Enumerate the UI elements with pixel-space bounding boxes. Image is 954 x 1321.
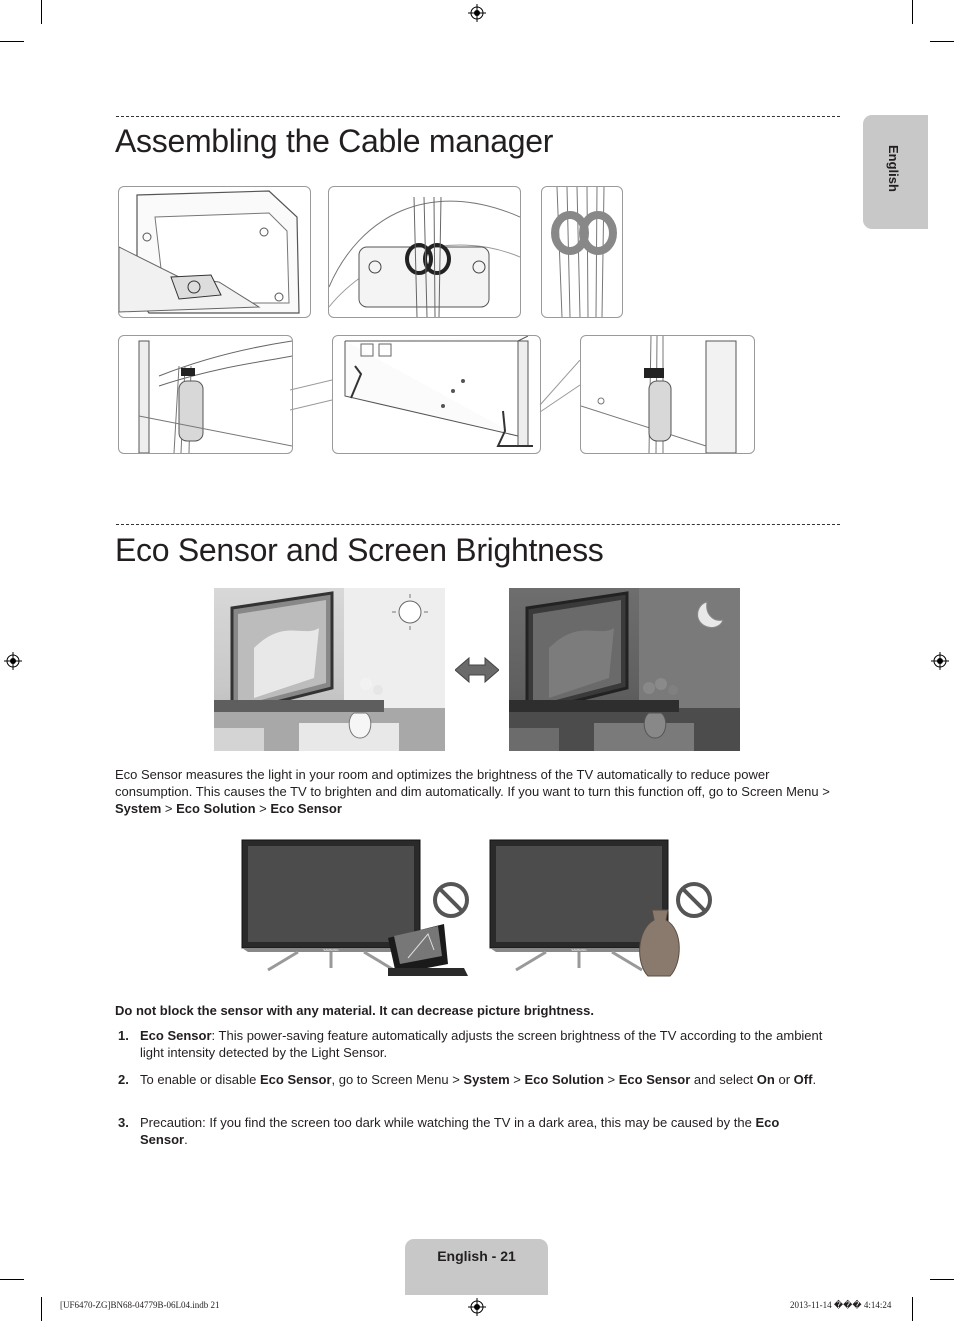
menu-system: System bbox=[115, 801, 162, 816]
cable-illustration-right-detail bbox=[580, 335, 755, 454]
crop-mark bbox=[0, 1279, 24, 1280]
crop-mark bbox=[41, 0, 42, 24]
cable-illustration-stand bbox=[118, 186, 311, 318]
item-text: Precaution: If you find the screen too dark while watching the TV in a dark area, this may be caused by the bbox=[140, 1115, 756, 1130]
footer-file-info: [UF6470-ZG]BN68-04779B-06L04.indb 21 bbox=[60, 1300, 220, 1310]
list-item bbox=[115, 1114, 840, 1148]
item-text: > bbox=[603, 1072, 619, 1087]
item-text: or bbox=[774, 1072, 794, 1087]
crop-mark bbox=[41, 1297, 42, 1321]
term-eco-sensor: Eco Sensor bbox=[140, 1028, 212, 1043]
room-night-image bbox=[509, 588, 740, 751]
registration-mark-icon bbox=[931, 652, 949, 670]
list-number: 1. bbox=[118, 1028, 129, 1043]
crop-mark bbox=[912, 1297, 913, 1321]
term-eco-sensor: Eco Sensor bbox=[140, 1115, 780, 1147]
registration-mark-icon bbox=[468, 1298, 486, 1316]
menu-eco-solution: Eco Solution bbox=[524, 1072, 604, 1087]
crop-mark bbox=[0, 41, 24, 42]
item-text: > bbox=[509, 1072, 525, 1087]
section-divider bbox=[116, 524, 840, 525]
footer-timestamp: 2013-11-14 ��� 4:14:24 bbox=[790, 1300, 892, 1310]
section-divider bbox=[116, 116, 840, 117]
list-text bbox=[140, 1071, 830, 1088]
item-text: . bbox=[812, 1072, 817, 1087]
item-text: , go to Screen Menu > bbox=[331, 1072, 464, 1087]
page-number-tab bbox=[405, 1239, 548, 1295]
option-off: Off bbox=[793, 1072, 813, 1087]
item-text: : This power-saving feature automatically adjusts the screen brightness of the TV according to the ambient light intensity detected by the Light Sensor. bbox=[140, 1028, 823, 1060]
page-number-label: English - 21 bbox=[437, 1248, 516, 1264]
language-side-tab-label: English bbox=[886, 145, 901, 192]
item-text: To enable or disable bbox=[140, 1072, 260, 1087]
tv-blocked-by-frame-image bbox=[238, 838, 478, 978]
crop-mark bbox=[912, 0, 913, 24]
crop-mark bbox=[930, 1279, 954, 1280]
menu-sep: > bbox=[161, 801, 177, 816]
menu-system: System bbox=[463, 1072, 510, 1087]
registration-mark-icon bbox=[4, 652, 22, 670]
menu-eco-sensor: Eco Sensor bbox=[270, 801, 342, 816]
tv-brand-label: SAMSUNG bbox=[571, 948, 587, 952]
double-arrow-icon bbox=[455, 656, 499, 684]
registration-mark-icon bbox=[468, 4, 486, 22]
list-item bbox=[115, 1071, 840, 1105]
item-text: and select bbox=[690, 1072, 757, 1087]
option-on: On bbox=[756, 1072, 775, 1087]
list-text bbox=[140, 1114, 830, 1148]
section-title-eco-sensor: Eco Sensor and Screen Brightness bbox=[115, 532, 604, 568]
eco-intro-text: Eco Sensor measures the light in your room and optimizes the brightness of the TV automatically to reduce power consumption. This causes the TV to brighten and dim automatically. If you want to turn this function off, go to Screen Menu > bbox=[115, 767, 830, 799]
item-text: . bbox=[184, 1132, 188, 1147]
sensor-warning: Do not block the sensor with any material. It can decrease picture brightness. bbox=[115, 1003, 594, 1018]
crop-mark bbox=[930, 41, 954, 42]
tv-blocked-by-vase-image bbox=[486, 838, 726, 978]
eco-sensor-description bbox=[115, 766, 840, 817]
list-number: 2. bbox=[118, 1072, 129, 1087]
list-text bbox=[140, 1027, 830, 1061]
language-side-tab bbox=[863, 115, 928, 229]
list-item bbox=[115, 1027, 840, 1061]
cable-illustration-holder-closeup bbox=[328, 186, 521, 318]
term-eco-sensor: Eco Sensor bbox=[259, 1072, 332, 1087]
menu-eco-solution: Eco Solution bbox=[176, 801, 256, 816]
callout-lines bbox=[290, 360, 590, 420]
section-title-cable-manager: Assembling the Cable manager bbox=[115, 123, 554, 159]
menu-eco-sensor: Eco Sensor bbox=[618, 1072, 691, 1087]
cable-illustration-clip-closeup bbox=[541, 186, 623, 318]
list-number: 3. bbox=[118, 1115, 129, 1130]
room-day-image bbox=[214, 588, 445, 751]
menu-sep: > bbox=[255, 801, 271, 816]
tv-brand-label: SAMSUNG bbox=[323, 948, 339, 952]
cable-illustration-left-detail bbox=[118, 335, 293, 454]
